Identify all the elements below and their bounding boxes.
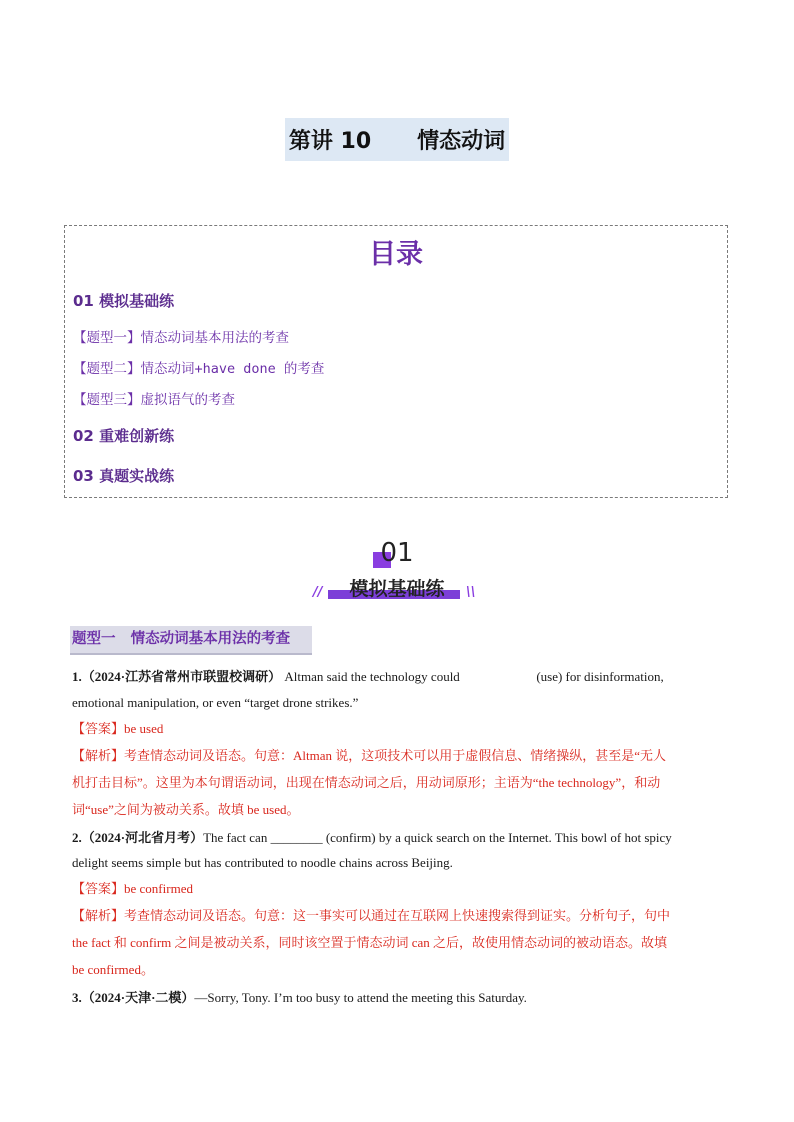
question-1-answer: [72, 720, 727, 737]
question-3-number-source: 3.（2024·天津·二模）: [72, 990, 195, 1005]
question-2-blank[interactable]: ________: [270, 830, 323, 845]
answer-text: be used: [124, 721, 164, 736]
toc-section-01[interactable]: 01 模拟基础练: [73, 292, 175, 310]
slash-right-decor: \\: [466, 585, 476, 600]
toc-section-03[interactable]: 03 真题实战练: [73, 467, 175, 485]
question-2-answer: [72, 880, 727, 897]
analysis-tag: 【解析】: [72, 908, 125, 923]
type-header: 题型一 情态动词基本用法的考查: [70, 626, 312, 655]
toc-section-02[interactable]: 02 重难创新练: [73, 427, 175, 445]
question-2-text-a: The fact can: [203, 830, 268, 845]
question-2-analysis-1: [72, 907, 727, 924]
part-heading: [0, 538, 794, 608]
question-1-text-b: (use) for disinformation,: [536, 669, 664, 684]
question-1-number-source: 1.（2024·江苏省常州市联盟校调研）: [72, 669, 282, 684]
question-2-text-b: (confirm) by a quick search on the Internet. This bowl of hot spicy: [325, 830, 672, 845]
analysis-line: 考查情态动词及语态。句意：这一事实可以通过在互联网上快速搜索得到证实。分析句子，句中: [124, 908, 671, 923]
question-1-analysis-3: 词“use”之间为被动关系。故填 be used。: [72, 802, 300, 817]
question-3-text-a: —Sorry, Tony. I’m too busy to attend the meeting this Saturday.: [194, 990, 527, 1005]
toc-heading: 目录: [369, 239, 423, 270]
toc-item-type-3[interactable]: 【题型三】虚拟语气的考查: [73, 392, 235, 408]
question-2-line-1: [72, 829, 727, 846]
analysis-line: 考查情态动词及语态。句意：Altman 说，这项技术可以用于虚假信息、情绪操纵，甚至是“无人: [124, 748, 667, 763]
answer-tag: 【答案】: [72, 881, 125, 896]
question-2-line-2: delight seems simple but has contributed to noodle chains across Beijing.: [72, 855, 453, 870]
answer-text: be confirmed: [124, 881, 193, 896]
question-1-analysis-1: [72, 747, 727, 764]
analysis-tag: 【解析】: [72, 748, 125, 763]
title-wrap: [0, 118, 794, 161]
slash-left-decor: //: [313, 585, 323, 600]
question-1-line-1: [72, 668, 727, 685]
part-label: 模拟基础练: [349, 578, 445, 600]
part-number: 01: [380, 538, 414, 568]
question-1-analysis-2: 机打击目标”。这里为本句谓语动词，出现在情态动词之后，用动词原形；主语为“the technology”，和动: [72, 775, 661, 790]
answer-tag: 【答案】: [72, 721, 125, 736]
page-title: 第讲 10 情态动词: [285, 118, 509, 161]
question-2-analysis-3: be confirmed。: [72, 962, 154, 977]
question-1-line-2: emotional manipulation, or even “target drone strikes.”: [72, 695, 359, 710]
question-2-number-source: 2.（2024·河北省月考）: [72, 830, 204, 845]
question-3-line-1: [72, 989, 727, 1006]
table-of-contents: [64, 225, 728, 498]
toc-item-type-1[interactable]: 【题型一】情态动词基本用法的考查: [73, 330, 289, 346]
toc-item-type-2[interactable]: 【题型二】情态动词+have done 的考查: [73, 361, 325, 377]
question-1-text-a: Altman said the technology could: [284, 669, 460, 684]
question-2-analysis-2: the fact 和 confirm 之间是被动关系，同时该空置于情态动词 can 之后，故使用情态动词的被动语态。故填: [72, 935, 668, 950]
